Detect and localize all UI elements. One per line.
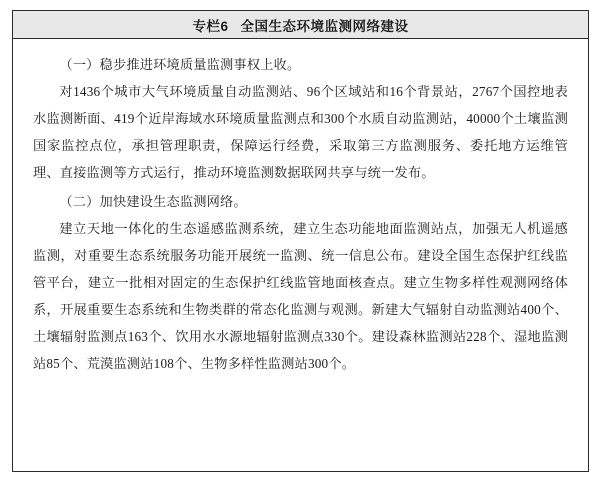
- paragraph-3: （二）加快建设生态监测网络。: [59, 194, 247, 209]
- feature-box-header: [13, 11, 588, 39]
- paragraph-2: 对1436个城市大气环境质量自动监测站、96个区域站和16个背景站，2767个国控地表水监测断面、419个近岸海域水环境质量监测点和300个水质自动监测站，40000个土壤监测国家监控点位，承担管理职责，保障运行经费，采取第三方监测服务、委托地方运维管理、直接监测等方式运行，推动环境监测数据联网共享与统一发布。: [33, 84, 568, 180]
- feature-box-label: 专栏6: [192, 18, 229, 34]
- paragraph-4: 建立天地一体化的生态遥感监测系统，建立生态功能地面监测站点，加强无人机遥感监测，对重要生态系统服务功能开展统一监测、统一信息公布。建设全国生态保护红线监管平台，建立一批相对固定的生态保护红线监管地面核查点。建立生物多样性观测网络体系，开展重要生态系统和生物类群的常态化监测与观测。新建大气辐射自动监测站400个、土壤辐射监测点163个、饮用水水源地辐射监测点330个。建设森林监测站228个、湿地监测站85个、荒漠监测站108个、生物多样性监测站300个。: [33, 221, 568, 371]
- feature-box-body: [13, 39, 588, 387]
- feature-box-title: 全国生态环境监测网络建设: [240, 18, 409, 34]
- feature-box: [12, 10, 589, 472]
- feature-box-header-inner: [192, 15, 408, 35]
- paragraph-1: （一）稳步推进环境质量监测事权上收。: [59, 57, 301, 72]
